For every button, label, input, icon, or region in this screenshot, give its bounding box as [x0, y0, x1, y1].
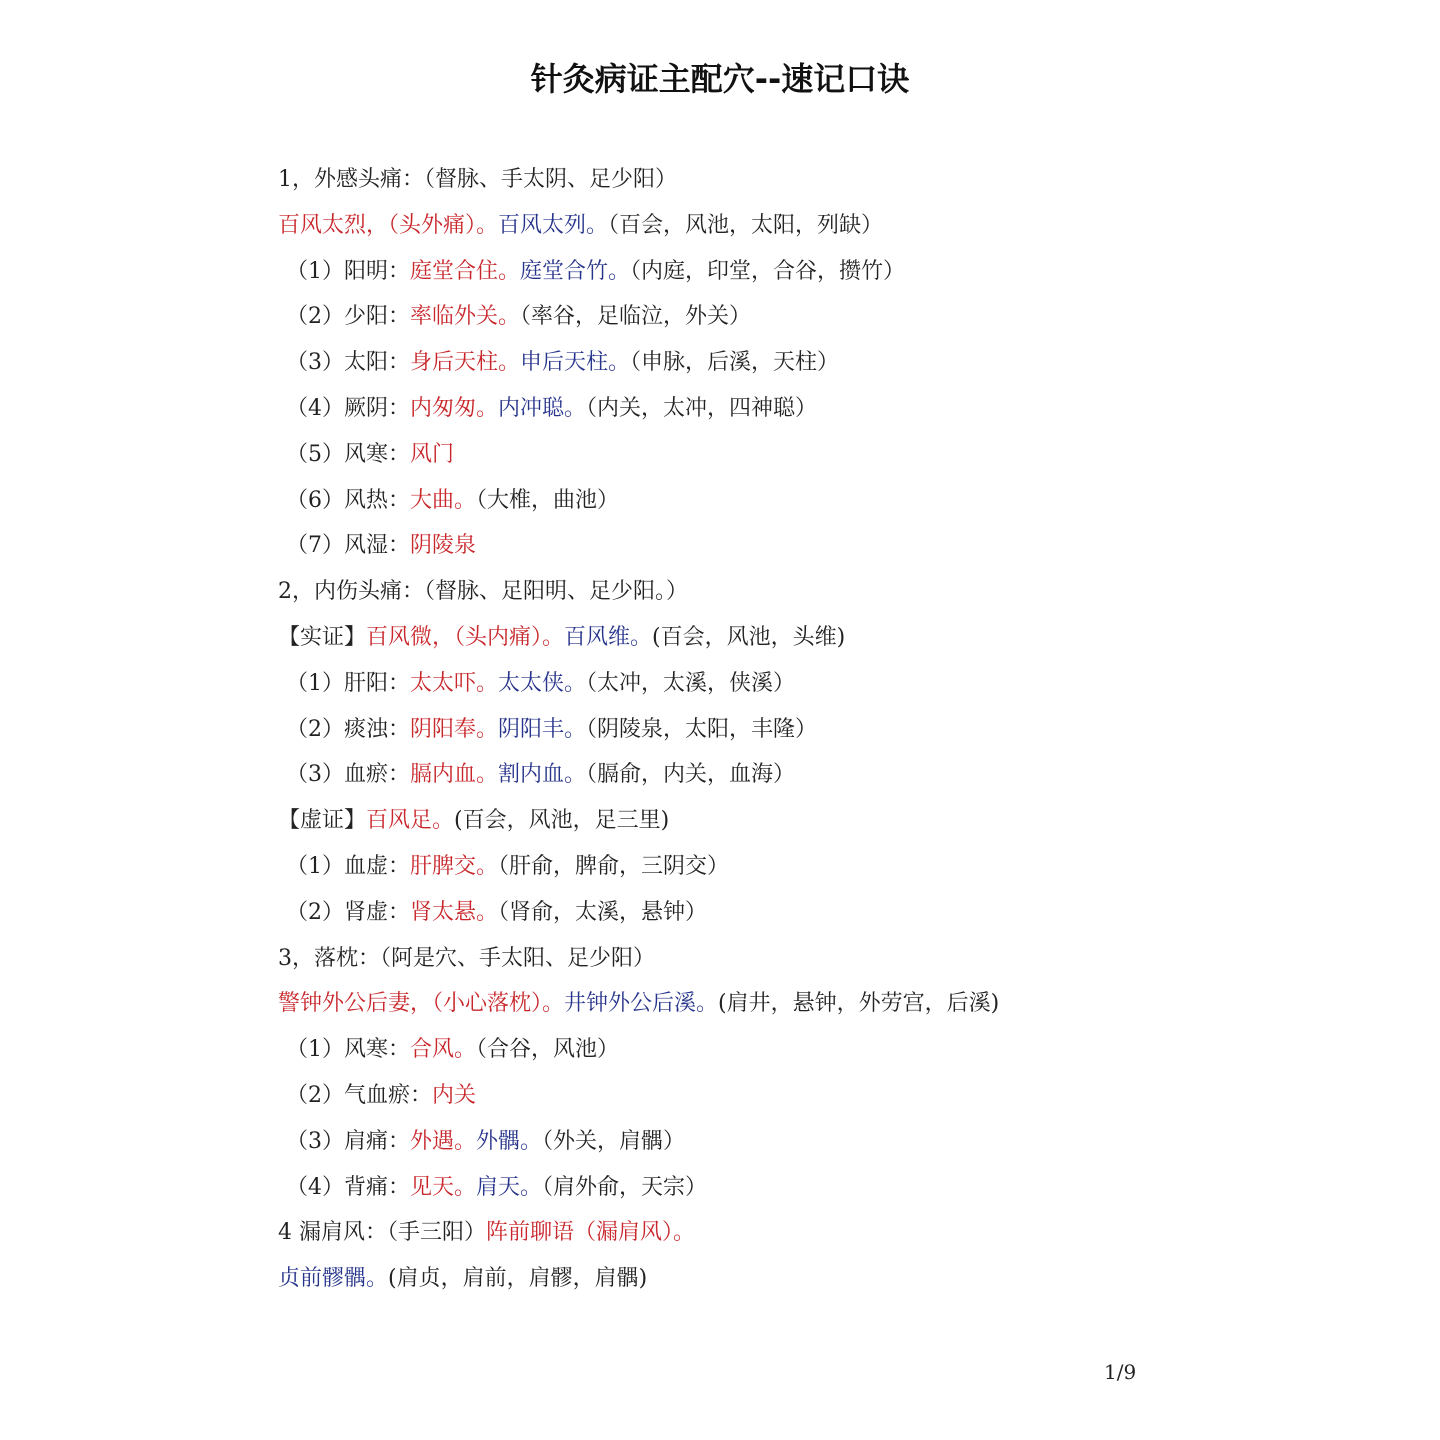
acupoint-mnemonic-segment: 百风维。 [564, 624, 653, 650]
page-number: 1/9 [1104, 1360, 1137, 1384]
text-segment: （3）太阳： [286, 350, 410, 376]
text-segment: （6）风热： [286, 487, 410, 513]
page-title: 针灸病证主配穴--速记口诀 [530, 60, 910, 98]
text-segment: 【虚证】 [278, 808, 367, 834]
acupoint-mnemonic-segment: 申后天柱。 [520, 350, 631, 376]
text-segment: 4 漏肩风：（手三阳） [278, 1220, 486, 1246]
mnemonic-segment: 阵前聊语（漏肩风）。 [486, 1220, 696, 1246]
text-segment: （外关，肩髃） [542, 1128, 686, 1154]
mnemonic-segment: 大曲。 [410, 487, 477, 513]
text-segment: （2）痰浊： [286, 716, 410, 742]
acupoint-mnemonic-segment: 肩天。 [476, 1174, 543, 1200]
text-line [278, 661, 1378, 707]
mnemonic-segment: 肝脾交。 [410, 853, 499, 879]
acupoint-mnemonic-segment: 贞前髎髃。 [278, 1266, 389, 1292]
text-segment: （3）肩痛： [286, 1128, 410, 1154]
mnemonic-segment: 风门 [410, 441, 455, 467]
text-segment: （率谷，足临泣，外关） [520, 304, 752, 330]
acupoint-mnemonic-segment: 阴阳丰。 [498, 716, 587, 742]
text-segment: （4）背痛： [286, 1174, 410, 1200]
text-segment: (百会，风池，足三里) [454, 808, 670, 834]
text-segment: （大椎，曲池） [476, 487, 620, 513]
mnemonic-segment: 内关 [432, 1082, 477, 1108]
text-line [278, 157, 1378, 203]
text-line [278, 890, 1378, 936]
text-segment: （5）风寒： [286, 441, 410, 467]
text-segment: （1）血虚： [286, 853, 410, 879]
text-line [278, 981, 1378, 1027]
text-segment: （肝俞，脾俞，三阴交） [498, 853, 730, 879]
text-line [278, 249, 1378, 295]
text-segment: （百会，风池，太阳，列缺） [608, 212, 884, 238]
text-line [278, 707, 1378, 753]
text-segment: （1）风寒： [286, 1037, 410, 1063]
text-segment: （3）血瘀： [286, 762, 410, 788]
text-line [278, 1165, 1378, 1211]
text-segment: 【实证】 [278, 624, 367, 650]
text-line [278, 1256, 1378, 1302]
mnemonic-segment: 百风太烈，（头外痛）。 [278, 212, 499, 238]
text-line [278, 478, 1378, 524]
text-line [278, 523, 1378, 569]
text-line [278, 752, 1378, 798]
mnemonic-segment: 百风微，（头内痛）。 [366, 624, 565, 650]
mnemonic-segment: 内匆匆。 [410, 395, 499, 421]
mnemonic-segment: 百风足。 [366, 808, 455, 834]
text-segment: (肩贞，肩前，肩髎，肩髃) [388, 1266, 648, 1292]
acupoint-mnemonic-segment: 内冲聪。 [498, 395, 587, 421]
document-body [278, 157, 1378, 1302]
mnemonic-segment: 阴阳奉。 [410, 716, 499, 742]
text-segment: （合谷，风池） [476, 1037, 620, 1063]
acupoint-mnemonic-segment: 井钟外公后溪。 [564, 991, 719, 1017]
acupoint-mnemonic-segment: 太太侠。 [498, 670, 587, 696]
text-segment: 1，外感头痛：（督脉、手太阴、足少阳） [278, 167, 677, 192]
text-segment: （2）少阳： [286, 304, 410, 330]
text-segment: （1）肝阳： [286, 670, 410, 696]
text-segment: （阴陵泉，太阳，丰隆） [586, 716, 818, 742]
text-line [278, 294, 1378, 340]
text-line [278, 844, 1378, 890]
text-segment: （申脉，后溪，天柱） [630, 350, 840, 376]
text-segment: （肩外俞，天宗） [542, 1174, 708, 1200]
mnemonic-segment: 膈内血。 [410, 762, 499, 788]
text-line [278, 432, 1378, 478]
text-line [278, 936, 1378, 982]
acupoint-mnemonic-segment: 百风太列。 [498, 212, 609, 238]
mnemonic-segment: 率临外关。 [410, 304, 521, 330]
text-line [278, 615, 1378, 661]
text-line [278, 1073, 1378, 1119]
mnemonic-segment: 肾太悬。 [410, 899, 499, 925]
acupoint-mnemonic-segment: 割内血。 [498, 762, 587, 788]
mnemonic-segment: 阴陵泉 [410, 533, 477, 559]
text-segment: （7）风湿： [286, 533, 410, 559]
mnemonic-segment: 庭堂合住。 [410, 258, 521, 284]
text-line [278, 386, 1378, 432]
text-segment: 2，内伤头痛：（督脉、足阳明、足少阳。） [278, 579, 688, 605]
mnemonic-segment: 身后天柱。 [410, 350, 521, 376]
text-line [278, 798, 1378, 844]
text-segment: 3，落枕：（阿是穴、手太阳、足少阳） [278, 945, 655, 971]
mnemonic-segment: 外遇。 [410, 1128, 477, 1154]
text-line [278, 1027, 1378, 1073]
text-segment: （膈俞，内关，血海） [586, 762, 796, 788]
text-line [278, 569, 1378, 615]
acupoint-mnemonic-segment: 外髃。 [476, 1128, 543, 1154]
text-segment: （4）厥阴： [286, 395, 410, 421]
text-segment: （太冲，太溪，侠溪） [586, 670, 796, 696]
mnemonic-segment: 合风。 [410, 1037, 477, 1063]
text-segment: （2）肾虚： [286, 899, 410, 925]
text-line [278, 1210, 1378, 1256]
text-segment: （2）气血瘀： [286, 1082, 432, 1108]
mnemonic-segment: 见天。 [410, 1174, 477, 1200]
mnemonic-segment: 警钟外公后妻，（小心落枕）。 [278, 991, 565, 1017]
text-line [278, 340, 1378, 386]
text-segment: （内关，太冲，四神聪） [586, 395, 818, 421]
mnemonic-segment: 太太吓。 [410, 670, 499, 696]
text-line [278, 203, 1378, 249]
text-line [278, 1119, 1378, 1165]
text-segment: （1）阳明： [286, 258, 410, 284]
text-segment: （肾俞，太溪，悬钟） [498, 899, 708, 925]
text-segment: （内庭，印堂，合谷，攒竹） [630, 258, 906, 284]
text-segment: (肩井，悬钟，外劳宫，后溪) [718, 991, 1000, 1017]
acupoint-mnemonic-segment: 庭堂合竹。 [520, 258, 631, 284]
text-segment: (百会，风池，头维) [652, 624, 846, 650]
